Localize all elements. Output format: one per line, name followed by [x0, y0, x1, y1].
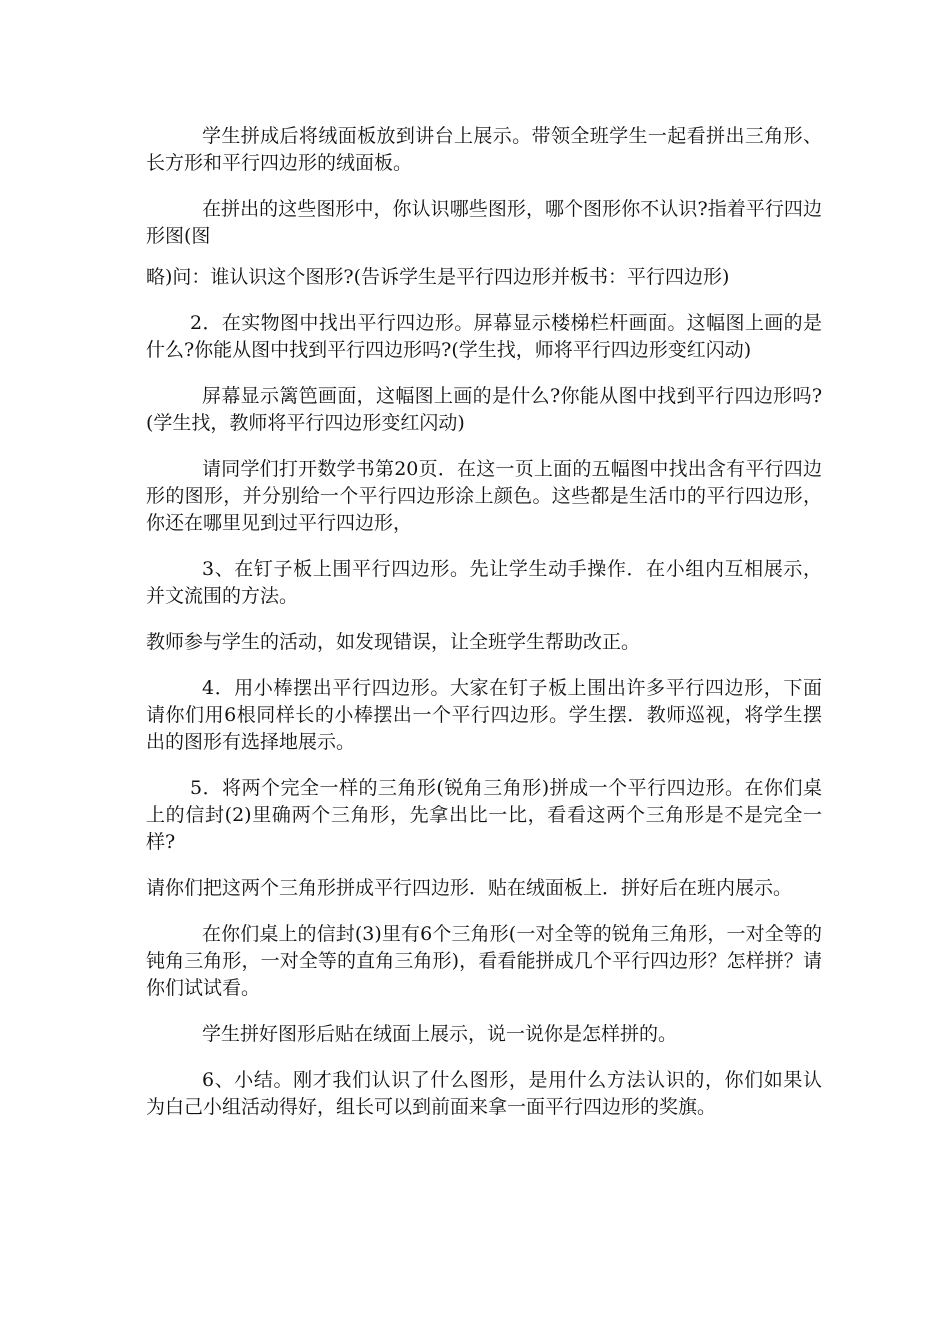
- paragraph-9: 4．用小棒摆出平行四边形。大家在钉子板上围出许多平行四边形，下面请你们用6根同样长的小棒摆出一个平行四边形。学生摆．教师巡视，将学生摆出的图形有选择地展示。: [146, 677, 822, 753]
- paragraph-1: 学生拼成后将绒面板放到讲台上展示。带领全班学生一起看拼出三角形、长方形和平行四边形的绒面板。: [146, 125, 822, 174]
- paragraph-6: 请同学们打开数学书第20页．在这一页上面的五幅图中找出含有平行四边形的图形，并分别给一个平行四边形涂上颜色。这些都是生活巾的平行四边形，你还在哪里见到过平行四边形，: [146, 458, 822, 534]
- paragraph-8: 教师参与学生的活动，如发现错误，让全班学生帮助改正。: [146, 631, 641, 653]
- paragraph-4: 2．在实物图中找出平行四边形。屏幕显示楼梯栏杆画面。这幅图上画的是什么?你能从图中找到平行四边形吗?(学生找，师将平行四边形变红闪动): [146, 312, 822, 361]
- paragraph-11: 请你们把这两个三角形拼成平行四边形．贴在绒面板上．拼好后在班内展示。: [146, 877, 793, 899]
- paragraph-3: 略)问：谁认识这个图形?(告诉学生是平行四边形并板书：平行四边形): [146, 266, 730, 288]
- paragraph-2: 在拼出的这些图形中，你认识哪些图形，哪个图形你不认识?指着平行四边形图(图: [146, 198, 822, 247]
- document-body: [146, 123, 822, 1140]
- paragraph-14: 6、小结。刚才我们认识了什么图形，是用什么方法认识的，你们如果认为白己小组活动得好，组长可以到前面来拿一面平行四边形的奖旗。: [146, 1069, 822, 1118]
- paragraph-10: 5．将两个完全一样的三角形(锐角三角形)拼成一个平行四边形。在你们桌上的信封(2)里确两个三角形，先拿出比一比，看看这两个三角形是不是完全一样?: [146, 777, 822, 853]
- paragraph-5: 屏幕显示篱笆画面，这幅图上画的是什么?你能从图中找到平行四边形吗?(学生找，教师将平行四边形变红闪动): [146, 385, 822, 434]
- paragraph-12: 在你们桌上的信封(3)里有6个三角形(一对全等的锐角三角形，一对全等的钝角三角形，一对全等的直角三角形)，看看能拼成几个平行四边形？怎样拼？请你们试试看。: [146, 923, 822, 999]
- paragraph-7: 3、在钉子板上围平行四边形。先让学生动手操作．在小组内互相展示，并文流围的方法。: [146, 558, 822, 607]
- paragraph-13: 学生拼好图形后贴在绒面上展示，说一说你是怎样拼的。: [202, 1023, 678, 1045]
